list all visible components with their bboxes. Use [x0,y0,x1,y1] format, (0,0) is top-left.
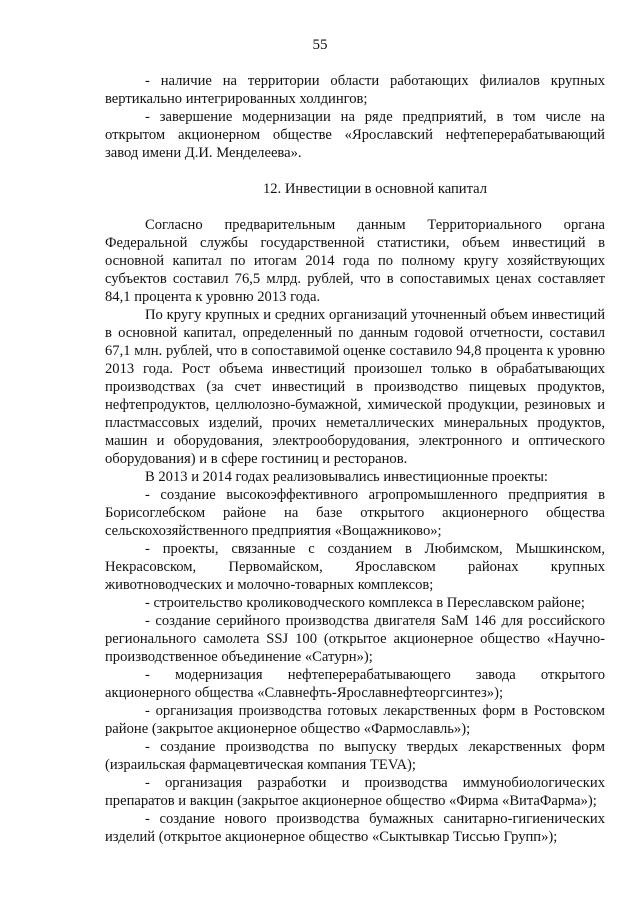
page-number: 55 [312,37,328,53]
intro-item-1: - наличие на территории области работающих филиалов крупных вертикально интегрированных холдингов; [105,73,605,107]
paragraph-2: По кругу крупных и средних организаций уточненный объем инвестиций в основной капитал, определенный по данным годовой отчетности, составил 67,1 млн. рублей, что в сопоставимой оценке составило 94,8 процента к уровню 2013 года. Рост объема инвестиций произошел только в обрабатывающих производствах (за счет инвестиций в производство пищевых продуктов, нефтепродуктов, целлюлозно-бумажной, химической продукции, резиновых и пластмассовых изделий, прочих неметаллических минеральных продуктов, машин и оборудования, электрооборудования, электронного и оптического оборудования) и в сфере гостиниц и ресторанов. [105,307,605,467]
project-item-2: - проекты, связанные с созданием в Любимском, Мышкинском, Некрасовском, Первомайском, Ярославском районах крупных животноводческих и молочно-товарных комплексов; [105,541,605,593]
project-item-5: - модернизация нефтеперерабатывающего завода открытого акционерного общества «Славнефть-Ярославнефтеоргсинтез»); [105,667,605,701]
project-item-7: - создание производства по выпуску твердых лекарственных форм (израильская фармацевтическая компания TEVA); [105,739,605,773]
project-item-6: - организация производства готовых лекарственных форм в Ростовском районе (закрытое акционерное общество «Фармославль»); [105,703,605,737]
project-item-1: - создание высокоэффективного агропромышленного предприятия в Борисоглебском районе на базе открытого акционерного общества сельскохозяйственного предприятия «Вощажниково»; [105,487,605,539]
project-item-4: - создание серийного производства двигателя SaM 146 для российского регионального самолета SSJ 100 (открытое акционерное общество «Научно-производственное объединение «Сатурн»); [105,613,605,665]
project-item-9: - создание нового производства бумажных санитарно-гигиенических изделий (открытое акционерное общество «Сыктывкар Тиссью Групп»); [105,811,605,845]
project-item-8: - организация разработки и производства иммунобиологических препаратов и вакцин (закрытое акционерное общество «Фирма «ВитаФарма»); [105,775,605,809]
paragraph-1: Согласно предварительным данным Территориального органа Федеральной службы государственной статистики, объем инвестиций в основной капитал по итогам 2014 года по полному кругу хозяйствующих субъектов составил 76,5 млрд. рублей, что в сопоставимых ценах составляет 84,1 процента к уровню 2013 года. [105,217,605,305]
project-item-3: - строительство кролиководческого комплекса в Переславском районе; [145,595,585,611]
section-title: 12. Инвестиции в основной капитал [262,181,488,197]
paragraph-3: В 2013 и 2014 годах реализовывались инвестиционные проекты: [145,469,548,485]
document-body [105,72,605,846]
intro-item-2: - завершение модернизации на ряде предприятий, в том числе на открытом акционерном обществе «Ярославский нефтеперерабатывающий завод имени Д.И. Менделеева». [105,109,605,161]
